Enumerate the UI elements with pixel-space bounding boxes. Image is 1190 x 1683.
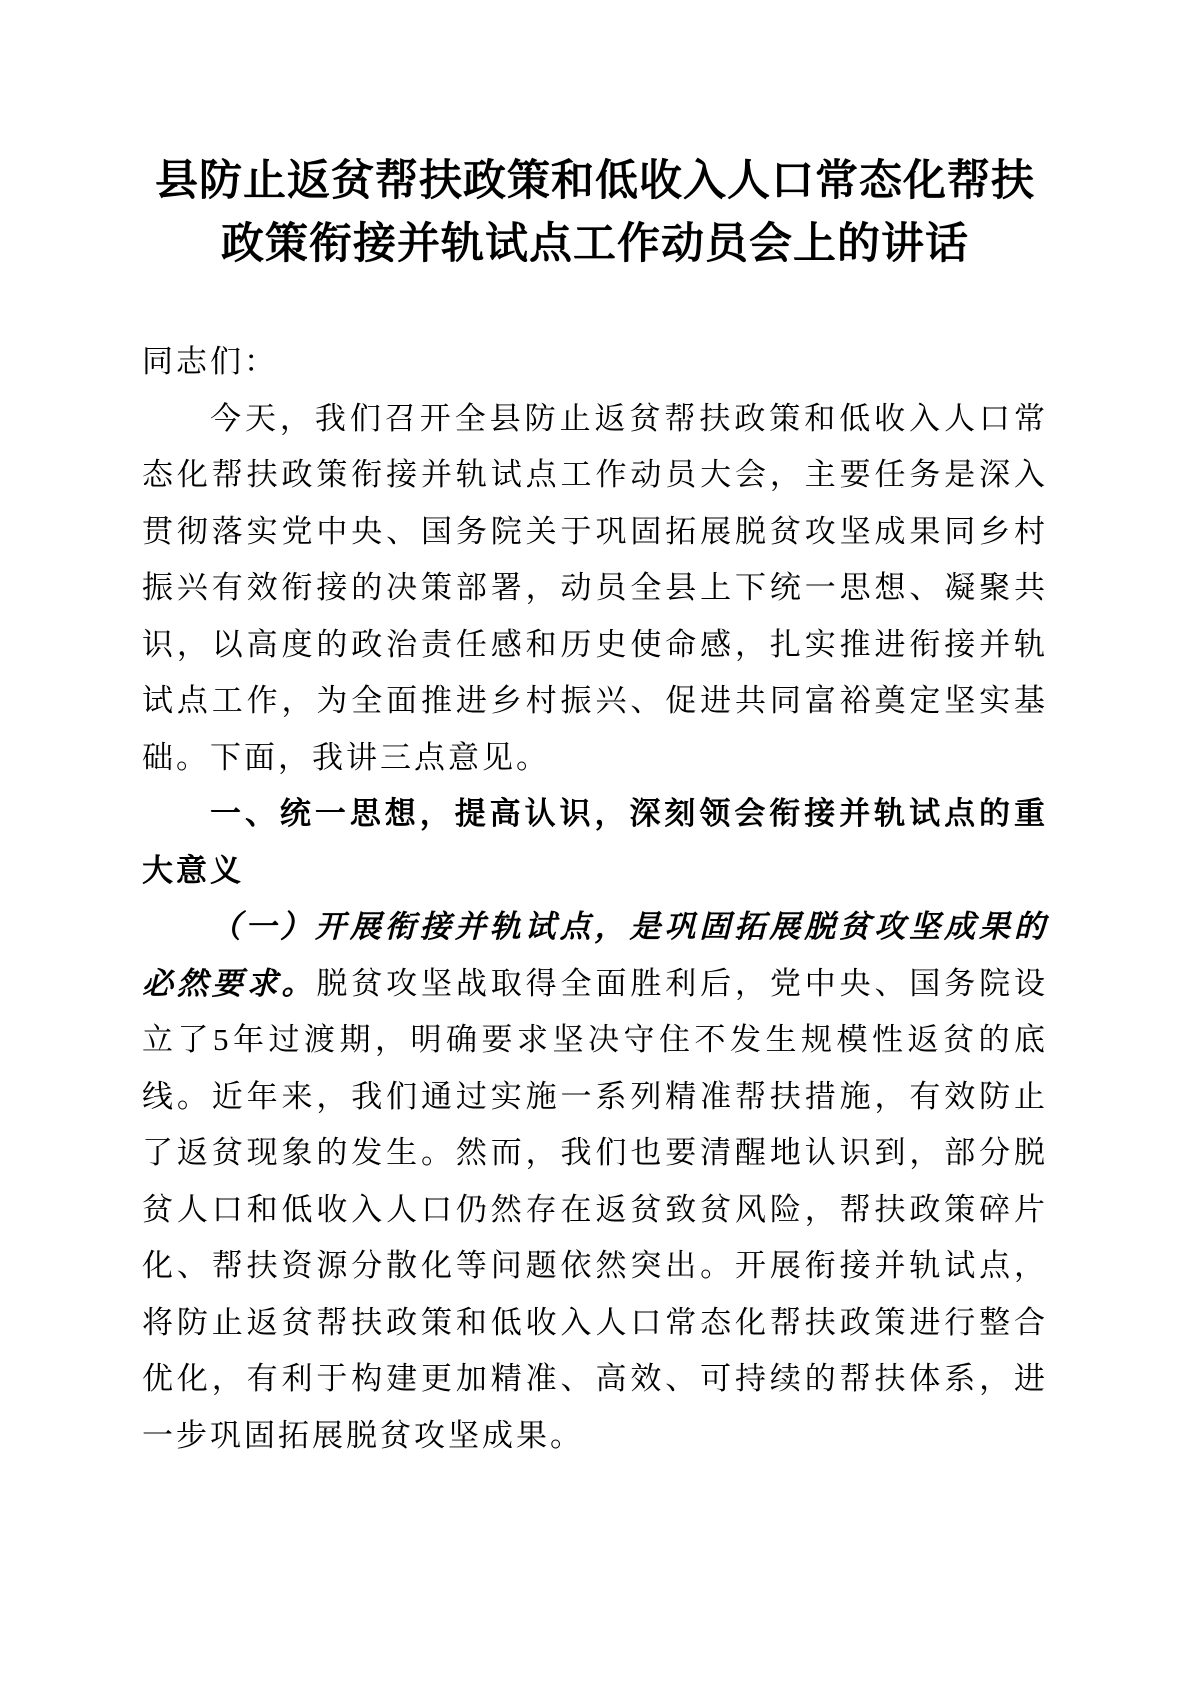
- subsection-paragraph: [142, 899, 1048, 1464]
- section-heading: 一、统一思想，提高认识，深刻领会衔接并轨试点的重大意义: [142, 796, 1048, 888]
- salutation: 同志们：: [142, 344, 278, 379]
- subsection-lead: （一）开展衔接并轨试点，是巩固拓展脱贫攻坚成果的必然要求。: [142, 909, 1048, 1001]
- subsection-body: 脱贫攻坚战取得全面胜利后，党中央、国务院设立了5年过渡期，明确要求坚决守住不发生规模性返贫的底线。近年来，我们通过实施一系列精准帮扶措施，有效防止了返贫现象的发生。然而，我们也要清醒地认识到，部分脱贫人口和低收入人口仍然存在返贫致贫风险，帮扶政策碎片化、帮扶资源分散化等问题依然突出。开展衔接并轨试点，将防止返贫帮扶政策和低收入人口常态化帮扶政策进行整合优化，有利于构建更加精准、高效、可持续的帮扶体系，进一步巩固拓展脱贫攻坚成果。: [142, 965, 1049, 1453]
- document-page: [142, 0, 1048, 1464]
- intro-paragraph: 今天，我们召开全县防止返贫帮扶政策和低收入人口常态化帮扶政策衔接并轨试点工作动员大会，主要任务是深入贯彻落实党中央、国务院关于巩固拓展脱贫攻坚成果同乡村振兴有效衔接的决策部署，动员全县上下统一思想、凝聚共识，以高度的政治责任感和历史使命感，扎实推进衔接并轨试点工作，为全面推进乡村振兴、促进共同富裕奠定坚实基础。下面，我讲三点意见。: [142, 400, 1048, 775]
- document-title: 县防止返贫帮扶政策和低收入人口常态化帮扶政策衔接并轨试点工作动员会上的讲话: [155, 158, 1035, 268]
